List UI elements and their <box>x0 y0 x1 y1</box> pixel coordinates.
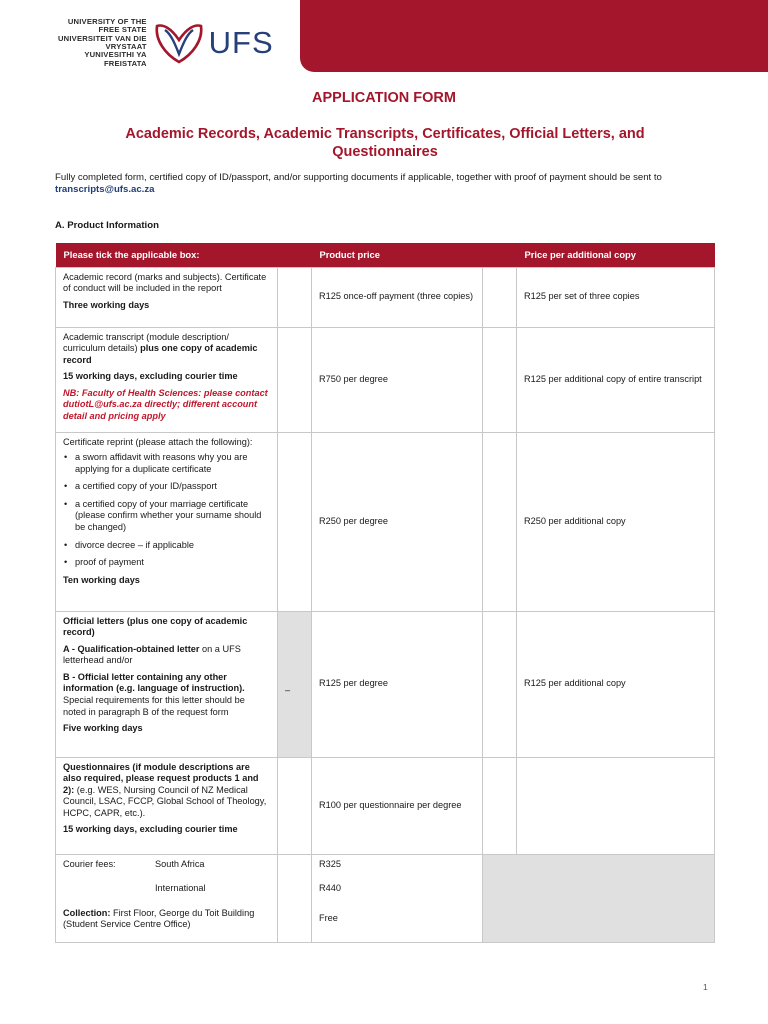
courier-tick-box[interactable] <box>278 854 312 942</box>
tick-box[interactable] <box>278 327 312 432</box>
dash-mark: – <box>285 685 291 696</box>
courier-intl-label: International <box>155 883 206 894</box>
intro-text: Fully completed form, certified copy of ID/passport, and/or supporting documents if applicable, together with proof of payment should be sent to <box>55 172 662 183</box>
description-text: Certificate reprint (please attach the following): <box>63 436 253 447</box>
additional-tick-box[interactable] <box>483 611 517 757</box>
requirements-list <box>63 452 270 569</box>
logo-university-name <box>58 18 147 68</box>
option-b <box>63 672 270 718</box>
section-heading: A. Product Information <box>55 220 159 231</box>
intro-paragraph <box>55 172 735 196</box>
product-description <box>56 327 278 432</box>
list-item: • proof of payment <box>63 557 270 569</box>
logo-ufs-text: UFS <box>208 25 274 60</box>
courier-spacer <box>63 883 155 895</box>
additional-price: R125 per set of three copies <box>517 267 715 327</box>
logo-line: FREISTATA <box>103 58 147 68</box>
collection-address: First Floor, George du Toit Building (Student Service Centre Office) <box>63 907 255 930</box>
table-row <box>56 611 715 757</box>
product-price: R125 once-off payment (three copies) <box>312 267 483 327</box>
additional-tick-box[interactable] <box>483 327 517 432</box>
processing-time: Three working days <box>63 299 150 310</box>
description-plain: Academic transcript (module description/ curriculum details) <box>63 331 229 354</box>
product-description <box>56 611 278 757</box>
product-price: R250 per degree <box>312 432 483 611</box>
list-item: • a certified copy of your ID/passport <box>63 481 270 493</box>
additional-tick-box[interactable] <box>483 432 517 611</box>
description-bold: plus one copy of academic record <box>63 343 258 365</box>
logo-line: VRYSTAAT <box>105 42 147 51</box>
option-a-bold: A - Qualification-obtained letter <box>63 643 200 654</box>
description-text: Official letters (plus one copy of academic record) <box>63 615 248 638</box>
option-a <box>63 644 270 667</box>
processing-time: 15 working days, excluding courier time <box>63 824 238 835</box>
collection-label: Collection: <box>63 907 111 918</box>
product-price: R100 per questionnaire per degree <box>312 757 483 854</box>
table-row <box>56 327 715 432</box>
description-text: Academic record (marks and subjects). Certificate of conduct will be included in the report <box>63 271 267 294</box>
table-row <box>56 267 715 327</box>
ufs-emblem-icon <box>153 20 205 66</box>
ufs-logo <box>58 16 274 68</box>
page-number: 1 <box>703 982 708 992</box>
courier-price-sa: R325 <box>319 858 341 869</box>
description-bold: Questionnaires (if module descriptions are also required, please request products 1 and 2): <box>63 761 259 795</box>
courier-price-intl: R440 <box>319 883 341 894</box>
tick-box-disabled <box>278 611 312 757</box>
header-additional-price: Price per additional copy <box>517 243 715 267</box>
header-band <box>300 0 768 72</box>
product-description <box>56 267 278 327</box>
description-text <box>63 332 270 367</box>
courier-sa-label: South Africa <box>155 858 205 869</box>
courier-label: Courier fees: <box>63 858 116 869</box>
product-price: R750 per degree <box>312 327 483 432</box>
list-item: • a certified copy of your marriage certificate (please confirm whether your surname should be changed) <box>63 499 270 534</box>
additional-price: R125 per additional copy <box>517 611 715 757</box>
health-sciences-note: NB: Faculty of Health Sciences: please contact dutiotL@ufs.ac.za directly; different account detail and pricing apply <box>63 387 268 422</box>
additional-tick-box[interactable] <box>483 267 517 327</box>
header-product-price: Product price <box>312 243 517 267</box>
logo-line: FREE STATE <box>98 25 147 35</box>
courier-description <box>56 854 278 942</box>
courier-row <box>56 854 715 942</box>
logo-line: UNIVERSITEIT VAN DIE <box>58 33 147 43</box>
form-subtitle: Academic Records, Academic Transcripts, Certificates, Official Letters, and Questionnaires <box>125 126 645 160</box>
logo-line: UNIVERSITY OF THE <box>67 16 147 26</box>
table-row <box>56 432 715 611</box>
logo-line: YUNIVESITHI YA <box>84 50 147 60</box>
table-header-row <box>56 243 715 267</box>
courier-grey-cell <box>483 854 715 942</box>
option-b-bold: B - Official letter containing any other information (e.g. language of instruction). <box>63 671 245 694</box>
courier-sa <box>63 859 270 871</box>
additional-price: R125 per additional copy of entire transcript <box>517 327 715 432</box>
email-link[interactable]: transcripts@ufs.ac.za <box>55 184 155 195</box>
processing-time: Ten working days <box>63 574 140 585</box>
product-description <box>56 432 278 611</box>
processing-time: Five working days <box>63 723 143 734</box>
collection-price: Free <box>319 912 338 923</box>
product-table <box>55 243 715 943</box>
product-description <box>56 757 278 854</box>
option-a-text: on a UFS letterhead and/or <box>63 643 241 666</box>
list-item: • a sworn affidavit with reasons why you are applying for a duplicate certificate <box>63 452 270 475</box>
description-text <box>63 762 270 820</box>
product-price: R125 per degree <box>312 611 483 757</box>
additional-tick-box[interactable] <box>483 757 517 854</box>
courier-prices <box>312 854 483 942</box>
additional-price: R250 per additional copy <box>517 432 715 611</box>
table-row <box>56 757 715 854</box>
list-item: • divorce decree – if applicable <box>63 540 270 552</box>
processing-time: 15 working days, excluding courier time <box>63 371 238 382</box>
tick-box[interactable] <box>278 757 312 854</box>
collection-info <box>63 908 270 931</box>
option-b-text: Special requirements for this letter should be noted in paragraph B of the request form <box>63 695 245 717</box>
additional-price <box>517 757 715 854</box>
form-title: APPLICATION FORM <box>312 90 456 106</box>
courier-intl <box>63 883 270 895</box>
tick-box[interactable] <box>278 432 312 611</box>
description-plain: (e.g. WES, Nursing Council of NZ Medical Council, LSAC, FCCP, Global School of Theology, HCPC, CAPR, etc.). <box>63 784 267 818</box>
tick-box[interactable] <box>278 267 312 327</box>
header-tick: Please tick the applicable box: <box>56 243 312 267</box>
